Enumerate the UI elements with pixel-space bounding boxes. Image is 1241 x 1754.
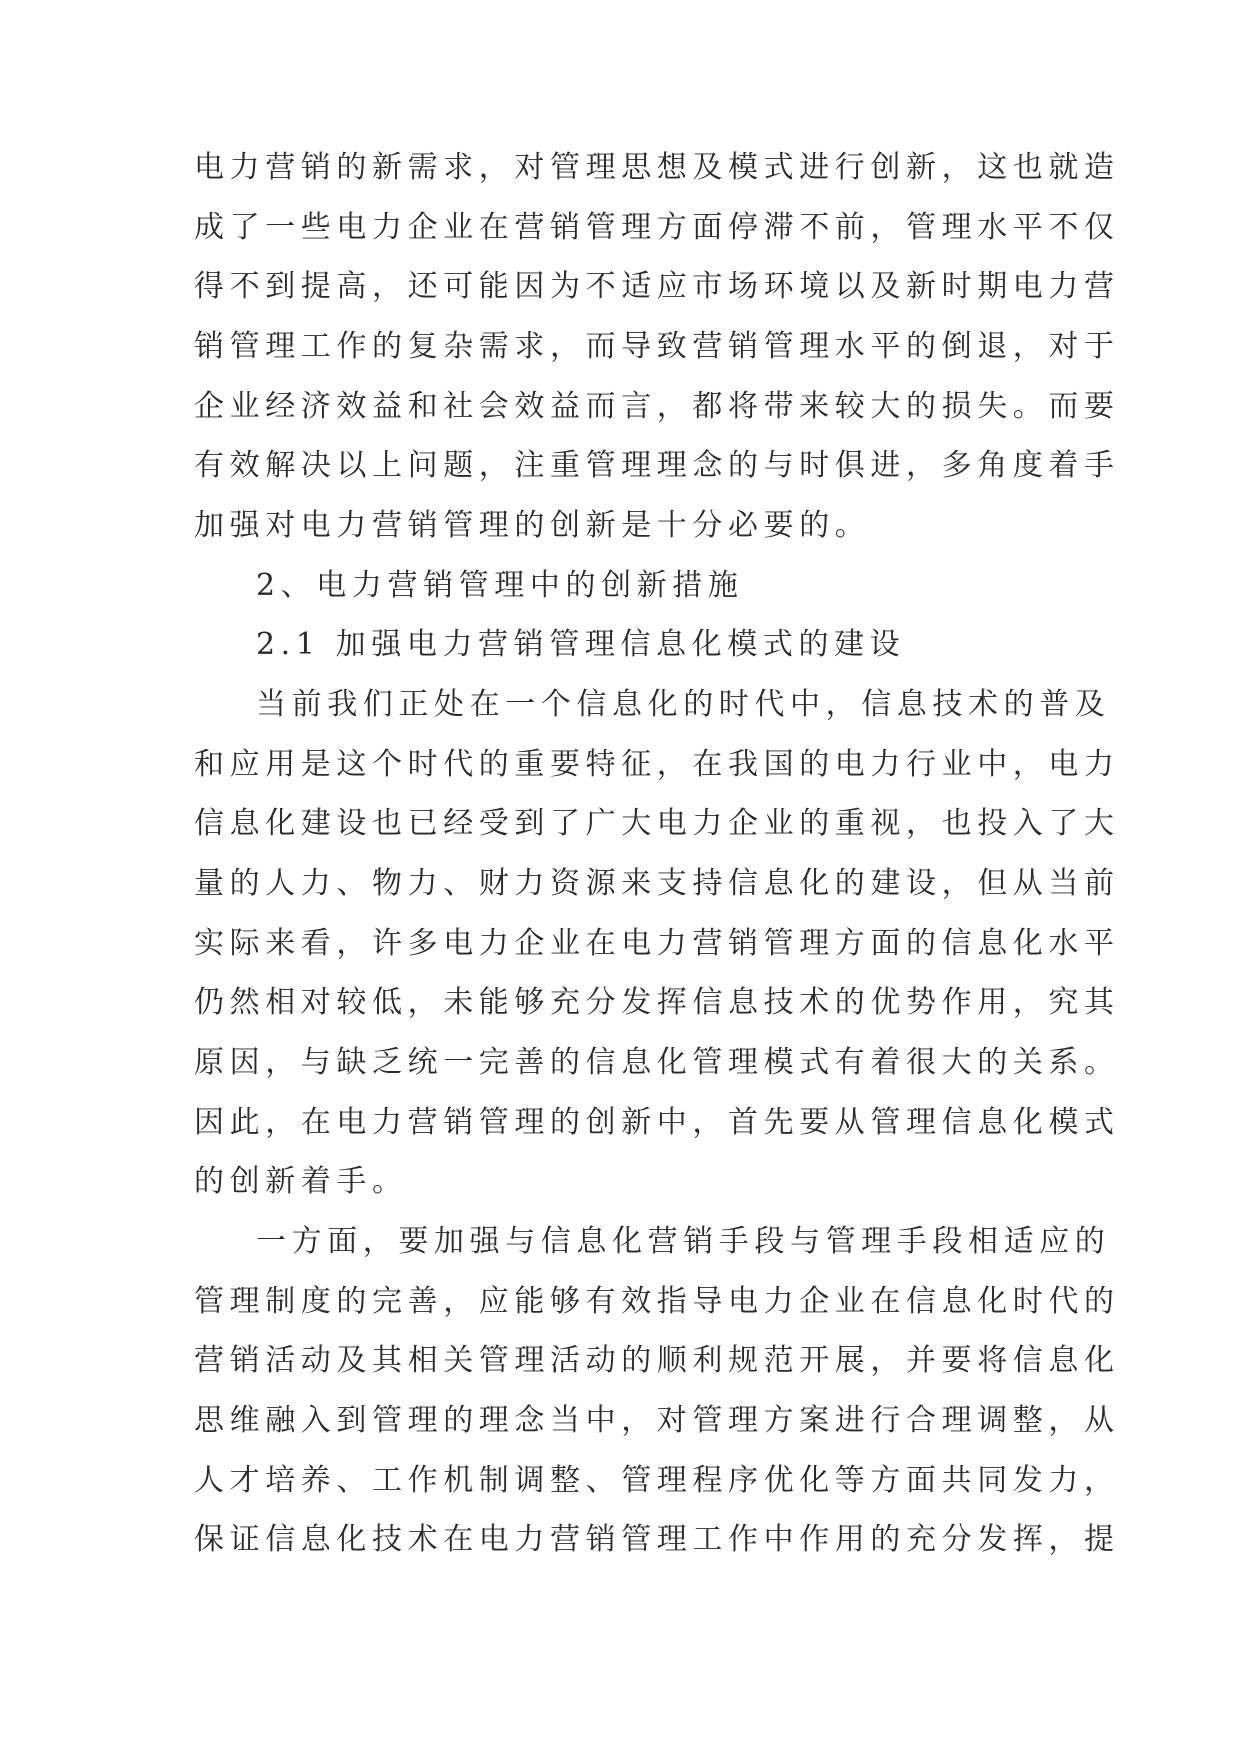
text-line: 人才培养、工作机制调整、管理程序优化等方面共同发力， xyxy=(194,1463,1120,1498)
text-line: 因此，在电力营销管理的创新中，首先要从管理信息化模式 xyxy=(194,1105,1120,1140)
text-line: 和应用是这个时代的重要特征，在我国的电力行业中，电力 xyxy=(194,747,1120,782)
text-line: 实际来看，许多电力企业在电力营销管理方面的信息化水平 xyxy=(194,926,1120,961)
text-line: 营销活动及其相关管理活动的顺利规范开展，并要将信息化 xyxy=(194,1343,1120,1378)
text-line: 管理制度的完善，应能够有效指导电力企业在信息化时代的 xyxy=(194,1284,1120,1319)
subsection-heading: 2.1 加强电力营销管理信息化模式的建设 xyxy=(256,627,906,662)
text-line: 有效解决以上问题，注重管理理念的与时俱进，多角度着手 xyxy=(194,448,1120,483)
text-line: 量的人力、物力、财力资源来支持信息化的建设，但从当前 xyxy=(194,866,1120,901)
text-line: 电力营销的新需求，对管理思想及模式进行创新，这也就造 xyxy=(194,150,1120,185)
text-line: 信息化建设也已经受到了广大电力企业的重视，也投入了大 xyxy=(194,806,1120,841)
section-heading: 2、电力营销管理中的创新措施 xyxy=(256,568,744,603)
text-line: 得不到提高，还可能因为不适应市场环境以及新时期电力营 xyxy=(194,269,1120,304)
text-line: 企业经济效益和社会效益而言，都将带来较大的损失。而要 xyxy=(194,389,1120,424)
text-line: 思维融入到管理的理念当中，对管理方案进行合理调整，从 xyxy=(194,1403,1120,1438)
text-line: 原因，与缺乏统一完善的信息化管理模式有着很大的关系。 xyxy=(194,1045,1120,1080)
text-line: 一方面，要加强与信息化营销手段与管理手段相适应的 xyxy=(256,1224,1111,1259)
text-line: 保证信息化技术在电力营销管理工作中作用的充分发挥，提 xyxy=(194,1522,1120,1557)
text-line: 加强对电力营销管理的创新是十分必要的。 xyxy=(194,508,871,543)
text-line: 销管理工作的复杂需求，而导致营销管理水平的倒退，对于 xyxy=(194,329,1120,364)
text-line: 仍然相对较低，未能够充分发挥信息技术的优势作用，究其 xyxy=(194,985,1120,1020)
text-line: 成了一些电力企业在营销管理方面停滞不前，管理水平不仅 xyxy=(194,210,1120,245)
text-line: 的创新着手。 xyxy=(194,1164,408,1199)
text-line: 当前我们正处在一个信息化的时代中，信息技术的普及 xyxy=(256,687,1111,722)
